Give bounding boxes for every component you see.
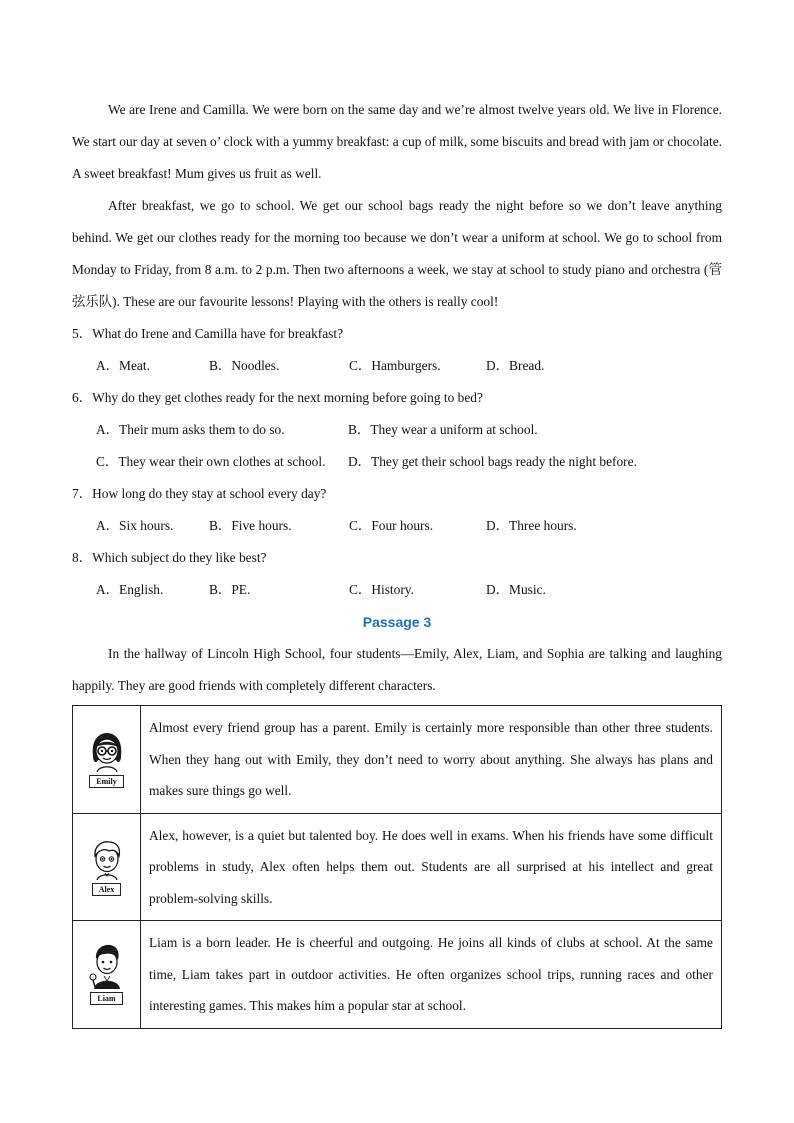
passage-paragraph: We are Irene and Camilla. We were born on the same day and we’re almost twelve years old. We live in Florence. We start our day at seven o’ clock with a yummy breakfast: a cup of milk, some biscuits and bread with jam or chocolate. A sweet breakfast! Mum gives us fruit as well. (72, 102, 722, 181)
girl-with-glasses-avatar-icon (85, 730, 129, 772)
option-d[interactable]: D．Music. (486, 582, 546, 597)
option-a[interactable]: A．Meat. (96, 358, 150, 373)
option-c[interactable]: C．Four hours. (349, 518, 434, 533)
option-a[interactable]: A．English. (96, 582, 164, 597)
question-options (72, 414, 722, 446)
avatar-name-tag: Liam (90, 992, 122, 1005)
option-b[interactable]: B．Five hours. (209, 518, 292, 533)
question-stem: 7．How long do they stay at school every day? (72, 486, 327, 501)
question-stem: 5．What do Irene and Camilla have for breakfast? (72, 326, 344, 341)
option-b[interactable]: B．Noodles. (209, 358, 280, 373)
question-options (72, 350, 722, 382)
passage-paragraph: After breakfast, we go to school. We get our school bags ready the night before so we don’t leave anything behind. We get our clothes ready for the morning too because we don’t wear a uniform at school. We go to school from Monday to Friday, from 8 a.m. to 2 p.m. Then two afternoons a week, we stay at school to study piano and orchestra (管弦乐队). These are our favourite lessons! Playing with the others is really cool! (72, 198, 722, 309)
character-description: Alex, however, is a quiet but talented boy. He does well in exams. When his friends have some difficult problems in study, Alex often helps them out. Students are all surprised at his intellect and great problem-solving skills. (141, 813, 722, 921)
table-row (73, 921, 722, 1029)
option-b[interactable]: B．PE. (209, 582, 251, 597)
boy-avatar-icon (85, 838, 129, 880)
avatar-cell (73, 706, 141, 814)
question-options (72, 446, 722, 478)
passage-title: Passage 3 (362, 614, 432, 630)
character-description: Liam is a born leader. He is cheerful and outgoing. He joins all kinds of clubs at school. At the same time, Liam takes part in outdoor activities. He often organizes school trips, running races and other interesting games. This makes him a popular star at school. (141, 921, 722, 1029)
table-row (73, 706, 722, 814)
option-c[interactable]: C．They wear their own clothes at school. (96, 454, 326, 469)
option-c[interactable]: C．History. (349, 582, 414, 597)
option-d[interactable]: D．Three hours. (486, 518, 577, 533)
boy-with-microphone-avatar-icon (85, 943, 129, 989)
option-b[interactable]: B．They wear a uniform at school. (348, 422, 538, 437)
worksheet-page (72, 94, 722, 1029)
character-description: Almost every friend group has a parent. Emily is certainly more responsible than other three students. When they hang out with Emily, they don’t need to worry about anything. She always has plans and makes sure things go well. (141, 706, 722, 814)
option-c[interactable]: C．Hamburgers. (349, 358, 441, 373)
table-row (73, 813, 722, 921)
question-stem: 8．Which subject do they like best? (72, 550, 267, 565)
avatar-name-tag: Alex (92, 883, 122, 896)
option-d[interactable]: D．They get their school bags ready the night before. (348, 454, 637, 469)
avatar-name-tag: Emily (89, 775, 123, 788)
characters-table (72, 705, 722, 1029)
question-options (72, 574, 722, 606)
avatar-cell (73, 921, 141, 1029)
option-a[interactable]: A．Their mum asks them to do so. (96, 422, 285, 437)
option-a[interactable]: A．Six hours. (96, 518, 174, 533)
option-d[interactable]: D．Bread. (486, 358, 545, 373)
avatar-cell (73, 813, 141, 921)
passage-2 (72, 94, 722, 606)
passage-3 (72, 606, 722, 1029)
question-stem: 6．Why do they get clothes ready for the next morning before going to bed? (72, 390, 483, 405)
question-options (72, 510, 722, 542)
passage-intro: In the hallway of Lincoln High School, four students—Emily, Alex, Liam, and Sophia are talking and laughing happily. They are good friends with completely different characters. (72, 646, 722, 693)
